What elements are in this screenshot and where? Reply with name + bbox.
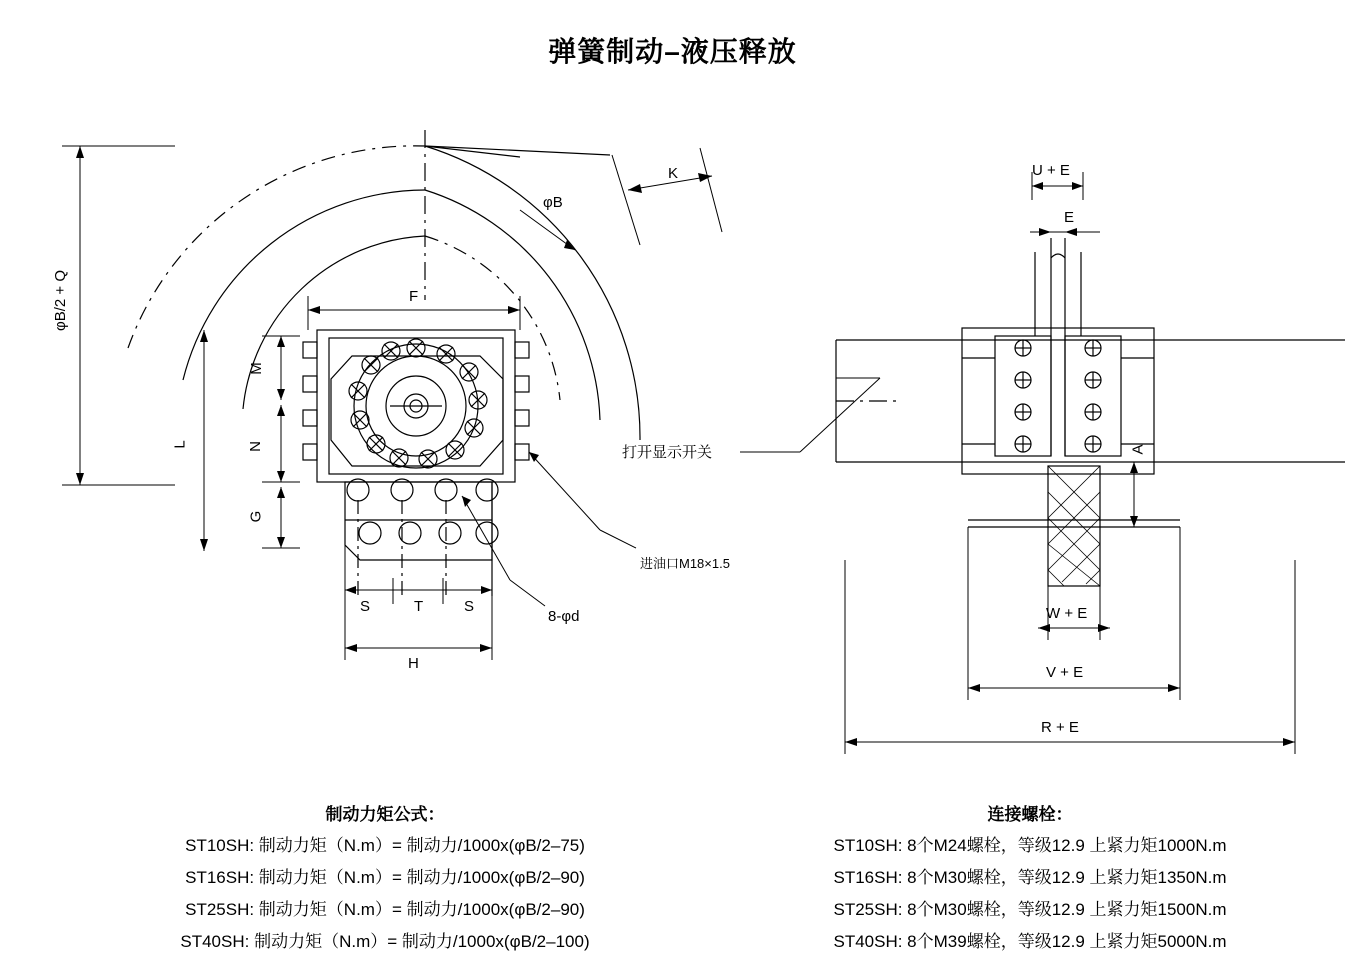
dim-label-phib: φB <box>543 194 563 211</box>
leader-phib <box>520 210 575 250</box>
dim-label-v-plus-e: V + E <box>1046 664 1084 681</box>
dim-label-N: N <box>246 441 264 452</box>
dim-K <box>612 148 722 245</box>
brake-torque-formula-block <box>80 800 690 963</box>
caliper-body <box>303 330 529 482</box>
dim-E <box>1030 228 1100 236</box>
dim-label-S1: S <box>360 598 371 615</box>
callout-oil-inlet-port: 进油口M18×1.5 <box>640 556 730 571</box>
dim-label-S2: S <box>464 598 475 615</box>
dim-MNG <box>262 336 300 548</box>
dim-A <box>1130 462 1138 527</box>
dim-phib2q <box>62 146 175 485</box>
dim-label-H: H <box>408 655 419 672</box>
dim-label-M: M <box>247 362 265 375</box>
dim-label-u-plus-e: U + E <box>1032 162 1070 179</box>
brake-torque-formula-row: ST16SH: 制动力矩（N.m）= 制动力/1000x(φB/2–90) <box>185 867 585 887</box>
dim-label-r-plus-e: R + E <box>1041 719 1079 736</box>
brake-disc-arcs <box>128 130 640 440</box>
dim-label-G: G <box>247 510 265 523</box>
dim-label-L: L <box>171 440 189 449</box>
connecting-bolts-block <box>730 800 1330 963</box>
dim-label-a: A <box>1129 444 1147 455</box>
connecting-bolts-row: ST16SH: 8个M30螺栓，等级12.9 上紧力矩1350N.m <box>833 867 1227 887</box>
spring-pack <box>968 466 1180 586</box>
dim-label-phib2q: φB/2 + Q <box>52 269 70 332</box>
callout-open-indicator-switch: 打开显示开关 <box>622 444 713 461</box>
dim-label-F: F <box>409 288 419 305</box>
brake-torque-formula-row: ST40SH: 制动力矩（N.m）= 制动力/1000x(φB/2–100) <box>180 931 590 951</box>
brake-torque-formula-row: ST10SH: 制动力矩（N.m）= 制动力/1000x(φB/2–75) <box>185 836 585 855</box>
dim-label-K: K <box>668 165 679 182</box>
brake-torque-formula-heading: 制动力矩公式： <box>325 805 445 824</box>
dim-label-e: E <box>1064 209 1075 226</box>
connecting-bolts-row: ST25SH: 8个M30螺栓，等级12.9 上紧力矩1500N.m <box>833 899 1227 919</box>
callout-8-phid-holes: 8-φd <box>548 608 580 625</box>
caliper-right <box>962 328 1154 474</box>
leader-open-switch <box>740 378 880 452</box>
dim-label-w-plus-e: W + E <box>1046 605 1088 622</box>
upper-stem <box>1035 238 1081 336</box>
dim-label-T: T <box>414 598 424 615</box>
connecting-bolts-row: ST40SH: 8个M39螺栓，等级12.9 上紧力矩5000N.m <box>833 931 1227 951</box>
page-title: 弹簧制动–液压释放 <box>548 36 797 67</box>
connecting-bolts-row: ST10SH: 8个M24螺栓，等级12.9 上紧力矩1000N.m <box>833 836 1227 855</box>
brake-torque-formula-row: ST25SH: 制动力矩（N.m）= 制动力/1000x(φB/2–90) <box>185 899 585 919</box>
mounting-plate <box>345 479 498 596</box>
dim-L <box>200 330 208 551</box>
connecting-bolts-heading: 连接螺栓： <box>987 805 1073 824</box>
leader-oil-port <box>529 452 636 548</box>
